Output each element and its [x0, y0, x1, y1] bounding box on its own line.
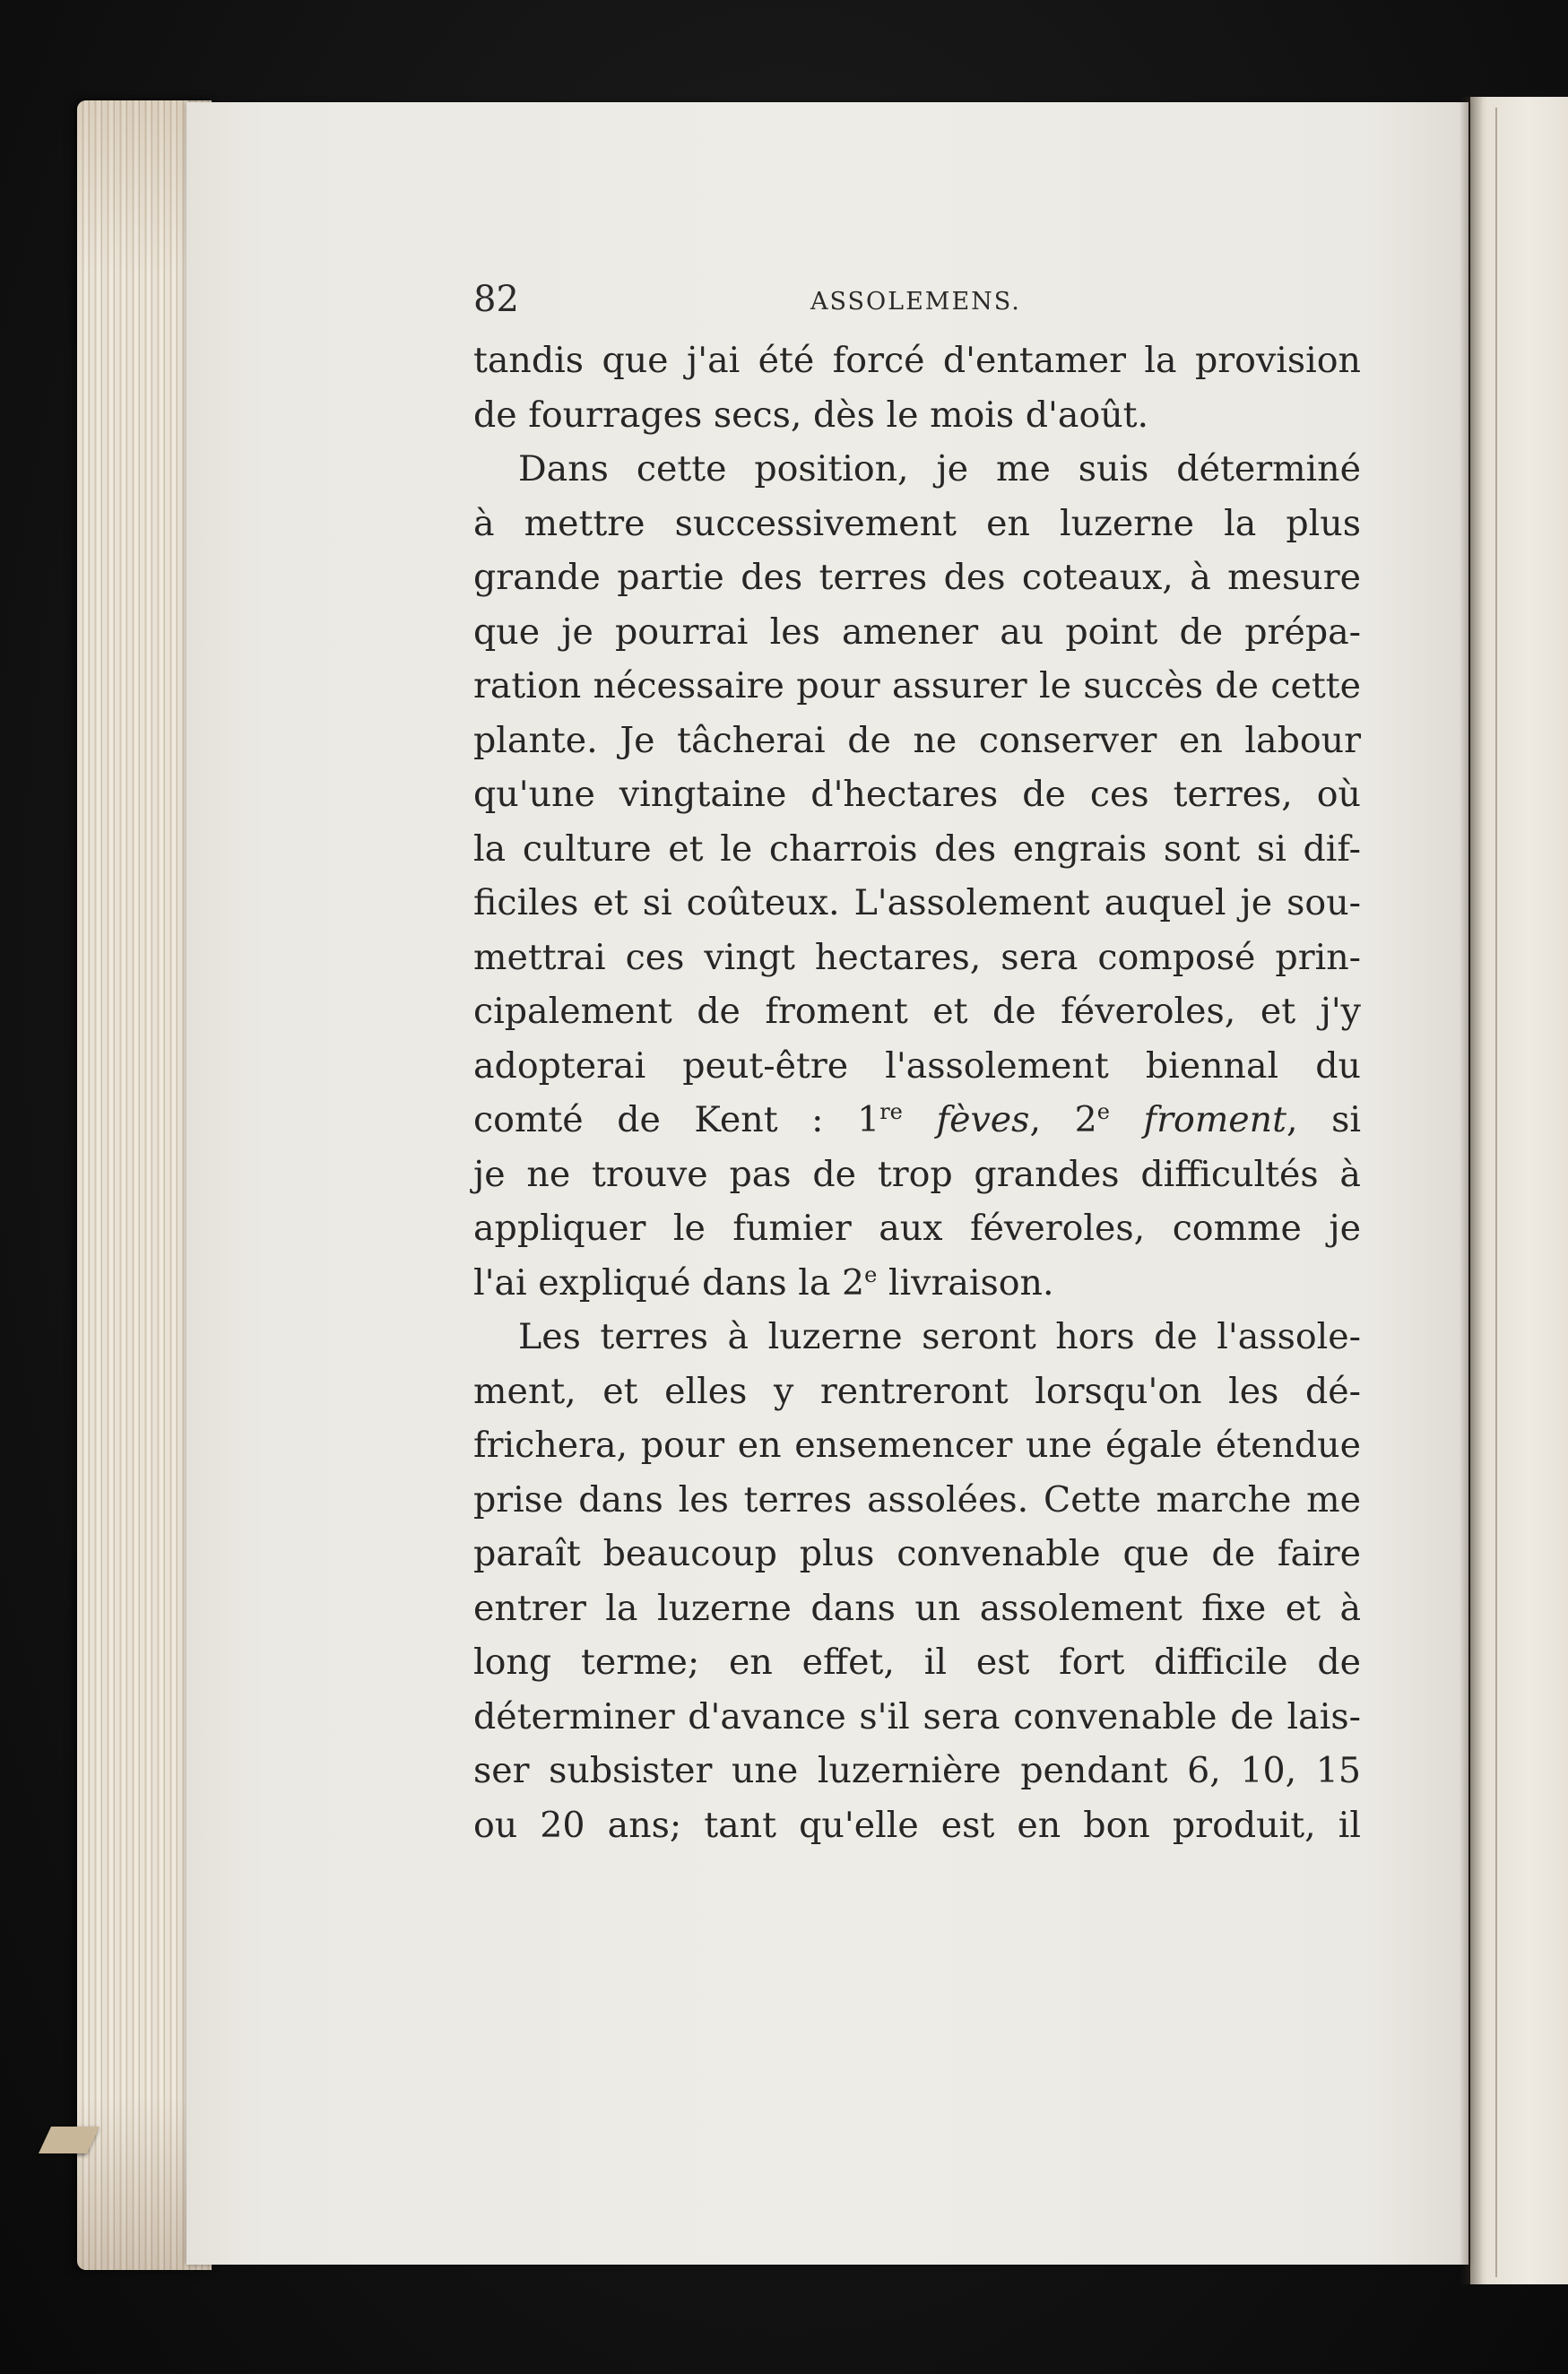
ordinal-suffix: e [1096, 1098, 1110, 1124]
line-tail: , si [1286, 1099, 1362, 1140]
text-line: Dans cette position, je me suis déterminé [518, 448, 1361, 490]
text-line: à mettre successivement en luzerne la plus [473, 502, 1361, 544]
separator: , [1029, 1099, 1042, 1140]
text-line: adopterai peut-être l'assolement biennal du [473, 1044, 1361, 1087]
text-line: mettrai ces vingt hectares, sera composé prin- [473, 936, 1361, 978]
text-line: plante. Je tâcherai de ne conserver en labour [473, 719, 1361, 761]
text-line: ser subsister une luzernière pendant 6, 10, 15 [473, 1750, 1361, 1791]
text-line: ment, et elles y rentreront lorsqu'on les dé- [473, 1370, 1361, 1412]
text-line: tandis que j'ai été forcé d'entamer la provision [473, 340, 1361, 381]
page-number: 82 [473, 279, 519, 320]
livraison-number: 2 [841, 1261, 865, 1304]
text-line: Les terres à luzerne seront hors de l'assole- [518, 1316, 1361, 1357]
livraison-intro: l'ai expliqué dans la [473, 1261, 831, 1304]
facing-page-edge [1470, 97, 1568, 2284]
text-line: grande partie des terres des coteaux, à mesure [473, 557, 1361, 598]
text-line: qu'une vingtaine d'hectares de ces terres, où [473, 774, 1361, 815]
rotation-year-1: 1 [857, 1099, 880, 1140]
running-head-title: ASSOLEMENS. [810, 288, 1021, 316]
text-line: long terme; en effet, il est fort difficile de [473, 1642, 1361, 1683]
text-line: de fourrages secs, dès le mois d'août. [473, 394, 1149, 436]
text-line: je ne trouve pas de trop grandes difficultés à [473, 1153, 1361, 1195]
crop-froment: froment [1143, 1099, 1286, 1140]
text-line: ou 20 ans; tant qu'elle est en bon produit, il [473, 1804, 1361, 1846]
body-text [473, 334, 1361, 1852]
rotation-year-2: 2 [1074, 1099, 1097, 1140]
text-line: paraît beaucoup plus convenable que de faire [473, 1533, 1361, 1574]
text-line: ration nécessaire pour assurer le succès de cette [473, 665, 1361, 706]
ordinal-suffix: e [864, 1261, 878, 1287]
text-line: appliquer le fumier aux féveroles, comme je [473, 1208, 1361, 1249]
facing-page-fold-line [1495, 108, 1497, 2277]
text-line-livraison [473, 1256, 1361, 1311]
text-line: déterminer d'avance s'il sera convenable de lais- [473, 1695, 1361, 1737]
text-line: entrer la luzerne dans un assolement fixe et à [473, 1587, 1361, 1629]
crop-feves: fèves [936, 1099, 1030, 1140]
text-line: la culture et le charrois des engrais sont si dif- [473, 827, 1361, 870]
livraison-word: livraison. [888, 1261, 1054, 1304]
ordinal-suffix: re [879, 1098, 903, 1124]
running-head [473, 275, 1361, 324]
text-line: ficiles et si coûteux. L'assolement auquel je sou- [473, 882, 1361, 923]
text-line: cipalement de froment et de féveroles, et j'y [473, 991, 1361, 1032]
text-line: que je pourrai les amener au point de prépa- [473, 611, 1361, 653]
book-gutter-shadow [1460, 97, 1483, 2284]
text-line: prise dans les terres assolées. Cette marche me [473, 1478, 1361, 1521]
text-line-kent-rotation [473, 1093, 1361, 1148]
kent-intro: comté de Kent : [473, 1099, 824, 1140]
text-line: frichera, pour en ensemencer une égale étendue [473, 1425, 1361, 1466]
